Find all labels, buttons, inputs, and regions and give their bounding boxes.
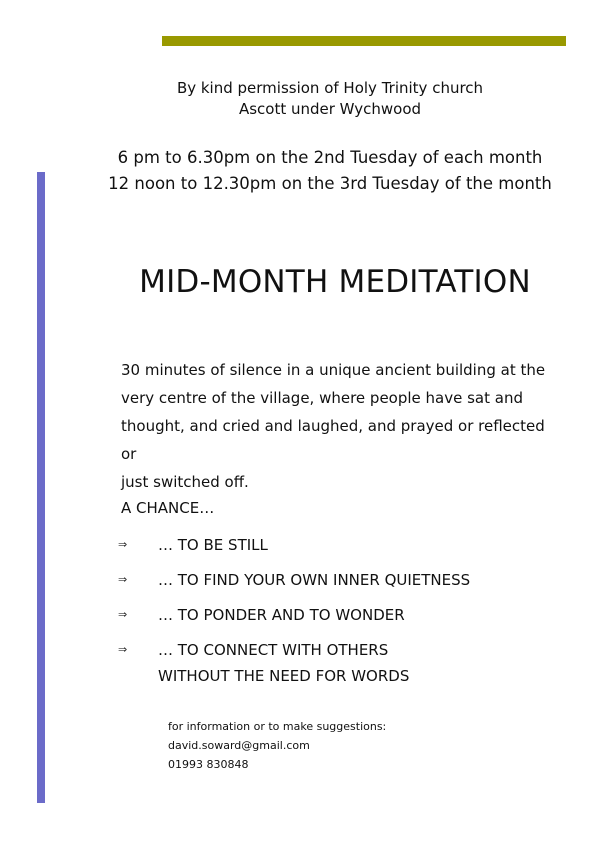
chance-item-inner-quietness (118, 567, 558, 602)
chance-item-text (158, 637, 558, 689)
chance-heading: A CHANCE… (121, 499, 215, 517)
description-line: very centre of the village, where people have sat and (121, 389, 523, 407)
chance-item-text: … TO BE STILL (158, 536, 268, 554)
permission-line-2: Ascott under Wychwood (238, 100, 422, 118)
description-line: just switched off. (121, 473, 249, 491)
chance-item-text: … TO FIND YOUR OWN INNER QUIETNESS (158, 571, 471, 589)
side-accent-bar (37, 172, 45, 803)
meeting-times (80, 145, 580, 197)
chance-item-be-still (118, 532, 558, 567)
description-line: 30 minutes of silence in a unique ancient building at the (121, 361, 546, 379)
double-arrow-icon: ⇒ (118, 643, 128, 656)
page-title: MID-MONTH MEDITATION (139, 264, 531, 300)
chance-item-connect-others (118, 637, 558, 697)
chance-list (118, 532, 558, 697)
chance-item-ponder-wonder (118, 602, 558, 637)
chance-item-text-line-2: WITHOUT THE NEED FOR WORDS (158, 667, 410, 685)
description-line: thought, and cried and laughed, and prayed or reflected or (121, 417, 545, 463)
permission-notice (130, 78, 530, 120)
time-line-1: 6 pm to 6.30pm on the 2nd Tuesday of each month (117, 148, 543, 167)
description-paragraph (121, 356, 561, 496)
time-line-2: 12 noon to 12.30pm on the 3rd Tuesday of the month (108, 174, 552, 193)
chance-item-text-line-1: … TO CONNECT WITH OTHERS (158, 641, 389, 659)
contact-phone: 01993 830848 (168, 758, 249, 771)
top-accent-bar (162, 36, 566, 46)
chance-item-text: … TO PONDER AND TO WONDER (158, 606, 405, 624)
contact-email: david.soward@gmail.com (168, 739, 310, 752)
double-arrow-icon: ⇒ (118, 573, 128, 586)
double-arrow-icon: ⇒ (118, 608, 128, 621)
permission-line-1: By kind permission of Holy Trinity church (176, 79, 484, 97)
double-arrow-icon: ⇒ (118, 538, 128, 551)
contact-info (168, 717, 386, 774)
contact-intro: for information or to make suggestions: (168, 720, 387, 733)
